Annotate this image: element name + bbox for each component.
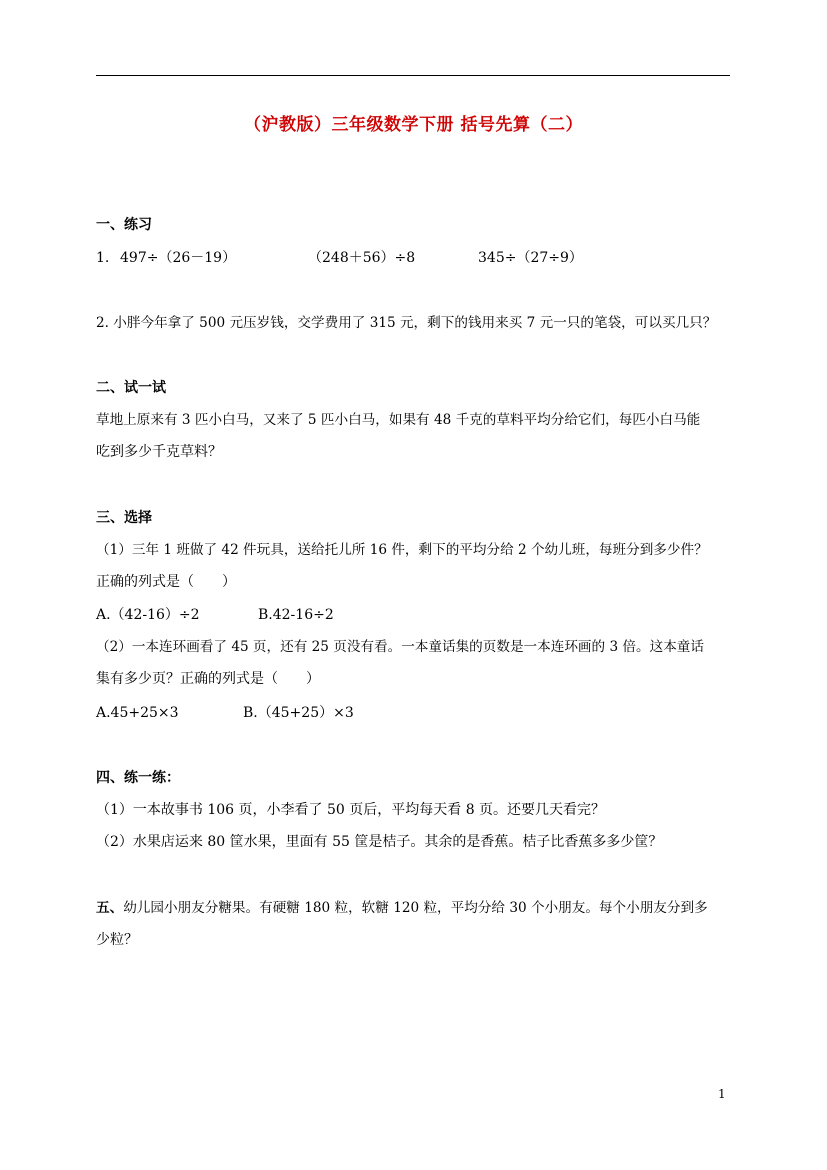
section1-q1 bbox=[96, 248, 583, 268]
section3-q2-line1: （2）一本连环画看了 45 页，还有 25 页没有看。一本童话集的页数是一本连环画的 3 倍。这本童话 bbox=[96, 639, 704, 655]
section2-line2: 吃到多少千克草料？ bbox=[96, 444, 222, 460]
section3-heading: 三、选择 bbox=[96, 510, 152, 526]
section1-heading: 一、练习 bbox=[96, 217, 152, 233]
header-rule bbox=[96, 75, 730, 76]
section3-q1-options bbox=[96, 605, 334, 625]
page-title: （沪教版）三年级数学下册 括号先算（二） bbox=[244, 115, 583, 135]
section4-heading: 四、练一练： bbox=[96, 770, 180, 786]
section3-q2-line2: 集有多少页？正确的列式是（ ） bbox=[96, 671, 320, 687]
section5-line1 bbox=[96, 898, 708, 918]
q2-option-b: B.（45+25）×3 bbox=[243, 705, 354, 721]
section5-line2: 少粒？ bbox=[96, 932, 138, 948]
page-number: 1 bbox=[718, 1087, 726, 1101]
q2-option-a: A.45+25×3 bbox=[96, 705, 179, 721]
q1-expression-b: （248＋56）÷8 bbox=[308, 250, 416, 266]
section5-heading: 五、 bbox=[96, 900, 124, 916]
q1-expression-a: 497÷（26－19） bbox=[120, 250, 237, 266]
section2-heading: 二、试一试 bbox=[96, 380, 166, 396]
section4-q1: （1）一本故事书 106 页，小李看了 50 页后，平均每天看 8 页。还要几天看完？ bbox=[96, 802, 606, 818]
q1-number: 1. bbox=[96, 250, 110, 266]
q1-option-b: B.42-16÷2 bbox=[258, 607, 334, 623]
section4-q2: （2）水果店运来 80 筐水果，里面有 55 筐是桔子。其余的是香蕉。桔子比香蕉多多少筐？ bbox=[96, 834, 663, 850]
section2-line1: 草地上原来有 3 匹小白马，又来了 5 匹小白马，如果有 48 千克的草料平均分给它们，每匹小白马能 bbox=[96, 412, 701, 428]
q1-option-a: A.（42-16）÷2 bbox=[96, 607, 200, 623]
section5-text: 幼儿园小朋友分糖果。有硬糖 180 粒，软糖 120 粒，平均分给 30 个小朋友。每个小朋友分到多 bbox=[123, 900, 708, 916]
section3-q1-line1: （1）三年 1 班做了 42 件玩具，送给托儿所 16 件，剩下的平均分给 2 个幼儿班，每班分到多少件？ bbox=[96, 542, 708, 558]
section1-q2: 2. 小胖今年拿了 500 元压岁钱，交学费用了 315 元，剩下的钱用来买 7 元一只的笔袋，可以买几只？ bbox=[96, 315, 717, 331]
section3-q1-line2: 正确的列式是（ ） bbox=[96, 574, 236, 590]
section3-q2-options bbox=[96, 703, 354, 723]
q1-expression-c: 345÷（27÷9） bbox=[478, 250, 583, 266]
